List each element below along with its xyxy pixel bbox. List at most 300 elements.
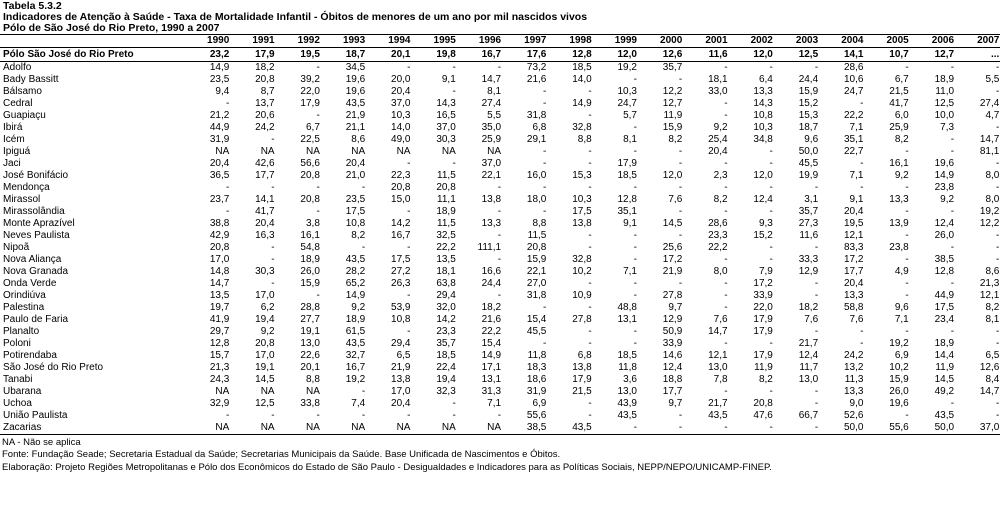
rate-cell: 15,9 bbox=[526, 254, 547, 265]
rate-cell: 19,2 bbox=[345, 374, 366, 385]
rate-cell: 11,7 bbox=[799, 362, 819, 373]
rate-cell: 29,7 bbox=[209, 326, 230, 337]
rate-cell: 3,1 bbox=[804, 194, 819, 205]
rate-cell: 12,1 bbox=[843, 230, 864, 241]
note-source: Fonte: Fundação Seade; Secretaria Estadual da Saúde; Secretarias Municipais da Saúde. Base Unificada de Nascimentos e Óbitos. bbox=[2, 449, 561, 461]
rate-cell: - bbox=[814, 398, 819, 409]
table-row bbox=[0, 134, 1000, 146]
rate-cell: 66,7 bbox=[798, 410, 819, 421]
municipality-name: Jaci bbox=[3, 158, 21, 169]
rate-cell: 12,2 bbox=[979, 218, 1000, 229]
rate-cell: 29,4 bbox=[391, 338, 411, 349]
rate-cell: 8,2 bbox=[985, 302, 1000, 313]
rate-cell: 15,9 bbox=[889, 374, 909, 385]
table-row bbox=[0, 98, 1000, 110]
rate-cell: - bbox=[814, 290, 819, 301]
rate-cell: - bbox=[724, 158, 728, 169]
rate-cell: 18,9 bbox=[345, 314, 366, 325]
rate-cell: 5,7 bbox=[623, 110, 637, 121]
rate-cell: 10,2 bbox=[572, 266, 592, 277]
rate-cell: 11,9 bbox=[663, 110, 683, 121]
rate-cell: 19,6 bbox=[345, 86, 366, 97]
rate-cell: 39,2 bbox=[300, 74, 320, 85]
table-subtitle: Pólo de São José do Rio Preto, 1990 a 2007 bbox=[3, 22, 220, 34]
rate-cell: 14,1 bbox=[819, 48, 864, 62]
rate-cell: 23,5 bbox=[345, 194, 366, 205]
rate-cell: 23,7 bbox=[209, 194, 230, 205]
rate-cell: - bbox=[724, 278, 728, 289]
total-row bbox=[0, 48, 1000, 62]
rate-cell: - bbox=[905, 62, 909, 73]
year-header-row bbox=[0, 35, 1000, 48]
rate-cell: 23,4 bbox=[934, 314, 955, 325]
rate-cell: 17,7 bbox=[255, 170, 275, 181]
table-row bbox=[0, 74, 1000, 86]
rate-cell: - bbox=[452, 158, 456, 169]
rate-cell: 18,5 bbox=[617, 170, 637, 181]
rate-cell: 43,5 bbox=[708, 410, 728, 421]
rate-cell: 9,2 bbox=[940, 194, 955, 205]
rate-cell: - bbox=[769, 62, 773, 73]
rate-cell: 25,6 bbox=[662, 242, 683, 253]
rate-cell: 35,1 bbox=[843, 134, 864, 145]
rate-cell: - bbox=[271, 242, 275, 253]
rate-cell: - bbox=[271, 254, 275, 265]
municipality-name: União Paulista bbox=[3, 410, 68, 421]
rate-cell: 20,8 bbox=[526, 242, 547, 253]
year-header: 2003 bbox=[774, 35, 819, 48]
rate-cell: 14,2 bbox=[436, 314, 456, 325]
rate-cell: - bbox=[905, 254, 909, 265]
rate-cell: 9,0 bbox=[849, 398, 864, 409]
rate-cell: 20,1 bbox=[300, 362, 320, 373]
rate-cell: - bbox=[996, 254, 1000, 265]
rate-cell: 23,8 bbox=[889, 242, 909, 253]
rate-cell: - bbox=[678, 182, 683, 193]
rate-cell: 11,6 bbox=[799, 230, 819, 241]
year-header: 1993 bbox=[321, 35, 366, 48]
rate-cell: 18,9 bbox=[300, 254, 320, 265]
rate-cell: - bbox=[814, 386, 819, 397]
rate-cell: 14,9 bbox=[934, 170, 955, 181]
rate-cell: 8,1 bbox=[487, 86, 502, 97]
rate-cell: 27,8 bbox=[662, 290, 683, 301]
municipality-name: Palestina bbox=[3, 302, 45, 313]
rate-cell: 17,0 bbox=[391, 386, 411, 397]
rate-cell: 8,2 bbox=[351, 230, 366, 241]
rate-cell: 30,3 bbox=[436, 134, 456, 145]
rate-cell: 15,2 bbox=[798, 98, 819, 109]
table-row bbox=[0, 206, 1000, 218]
rate-cell: 6,5 bbox=[985, 350, 1000, 361]
rate-cell: 32,0 bbox=[436, 302, 456, 313]
rate-cell: - bbox=[407, 62, 411, 73]
rate-cell: 4,9 bbox=[894, 266, 909, 277]
rate-cell: - bbox=[452, 398, 456, 409]
rate-cell: 49,2 bbox=[934, 386, 955, 397]
rate-cell: 13,7 bbox=[255, 98, 275, 109]
rate-cell: 16,7 bbox=[391, 230, 411, 241]
rate-cell: 18,1 bbox=[436, 266, 456, 277]
rate-cell: - bbox=[225, 410, 230, 421]
rate-cell: 43,5 bbox=[617, 410, 637, 421]
rate-cell: 8,2 bbox=[758, 374, 773, 385]
rate-cell: NA bbox=[321, 422, 366, 435]
rate-cell: 17,7 bbox=[843, 266, 864, 277]
rate-cell: 50,0 bbox=[910, 422, 955, 435]
rate-cell: - bbox=[588, 326, 592, 337]
rate-cell: - bbox=[271, 134, 275, 145]
rate-cell: 9,1 bbox=[849, 194, 864, 205]
rate-cell: 36,5 bbox=[209, 170, 230, 181]
rate-cell: 21,1 bbox=[345, 122, 366, 133]
rate-cell: 13,9 bbox=[889, 218, 909, 229]
rate-cell: - bbox=[724, 302, 728, 313]
rate-cell: 14,7 bbox=[979, 134, 1000, 145]
rate-cell: 17,9 bbox=[230, 48, 275, 62]
rate-cell: 18,7 bbox=[321, 48, 366, 62]
rate-cell: NA bbox=[305, 386, 320, 397]
rate-cell: NA bbox=[305, 146, 320, 157]
rate-cell: 11,5 bbox=[437, 218, 456, 229]
rate-cell: 21,6 bbox=[526, 74, 547, 85]
rate-cell: 28,2 bbox=[345, 266, 366, 277]
year-header: 2001 bbox=[683, 35, 728, 48]
rate-cell: 31,3 bbox=[481, 386, 502, 397]
rate-cell: - bbox=[774, 422, 819, 435]
rate-cell: 18,5 bbox=[617, 350, 637, 361]
rate-cell: 19,2 bbox=[889, 338, 909, 349]
rate-cell: 8,0 bbox=[985, 170, 1000, 181]
rate-cell: 14,9 bbox=[481, 350, 502, 361]
rate-cell: - bbox=[905, 278, 909, 289]
rate-cell: 14,0 bbox=[391, 122, 411, 133]
municipality-name: Ibirá bbox=[3, 122, 23, 133]
rate-cell: - bbox=[638, 422, 683, 435]
municipality-name: Monte Aprazível bbox=[3, 218, 75, 229]
rate-cell: NA bbox=[185, 422, 230, 435]
table-row bbox=[0, 338, 1000, 350]
rate-cell: 12,6 bbox=[638, 48, 683, 62]
rate-cell: - bbox=[407, 158, 411, 169]
rate-cell: 20,4 bbox=[843, 278, 864, 289]
rate-cell: 18,2 bbox=[481, 302, 502, 313]
rate-cell: 8,1 bbox=[623, 134, 637, 145]
rate-cell: 26,3 bbox=[391, 278, 411, 289]
rate-cell: - bbox=[996, 182, 1000, 193]
rate-cell: 14,7 bbox=[209, 278, 230, 289]
rate-cell: 38,5 bbox=[934, 254, 955, 265]
rate-cell: 19,9 bbox=[798, 170, 819, 181]
rate-cell: 2,3 bbox=[713, 170, 728, 181]
rate-cell: 17,9 bbox=[617, 158, 637, 169]
rate-cell: 42,9 bbox=[209, 230, 230, 241]
rate-cell: - bbox=[678, 230, 683, 241]
rate-cell: 8,0 bbox=[985, 194, 1000, 205]
rate-cell: 23,3 bbox=[436, 326, 456, 337]
rate-cell: 43,9 bbox=[617, 398, 637, 409]
rate-cell: 10,3 bbox=[391, 110, 411, 121]
rate-cell: 22,6 bbox=[300, 350, 320, 361]
table-row bbox=[0, 398, 1000, 410]
rate-cell: 17,5 bbox=[934, 302, 955, 313]
rate-cell: 21,9 bbox=[662, 266, 683, 277]
rate-cell: 21,7 bbox=[708, 398, 728, 409]
rate-cell: 24,2 bbox=[255, 122, 275, 133]
table-row bbox=[0, 374, 1000, 386]
rate-cell: 38,5 bbox=[502, 422, 547, 435]
rate-cell: - bbox=[361, 182, 366, 193]
rate-cell: 9,2 bbox=[713, 122, 728, 133]
rate-cell: 111,1 bbox=[477, 242, 502, 253]
municipality-name: Bady Bassitt bbox=[3, 74, 59, 85]
rate-cell: - bbox=[996, 230, 1000, 241]
rate-cell: 58,8 bbox=[843, 302, 864, 313]
municipality-name: Uchoa bbox=[3, 398, 32, 409]
rate-cell: 14,0 bbox=[572, 74, 592, 85]
rate-cell: 21,3 bbox=[979, 278, 1000, 289]
rate-cell: - bbox=[860, 158, 864, 169]
year-header: 1997 bbox=[502, 35, 547, 48]
municipality-name: Ipiguá bbox=[3, 146, 31, 157]
rate-cell: - bbox=[769, 206, 773, 217]
rate-cell: 7,6 bbox=[713, 314, 728, 325]
municipality-name: Nipoã bbox=[3, 242, 30, 253]
rate-cell: 18,5 bbox=[436, 350, 456, 361]
rate-cell: 18,3 bbox=[526, 362, 547, 373]
rate-cell: - bbox=[996, 86, 1000, 97]
rate-cell: 27,4 bbox=[481, 98, 502, 109]
rate-cell: 14,7 bbox=[708, 326, 728, 337]
rate-cell: - bbox=[769, 254, 773, 265]
rate-cell: - bbox=[996, 398, 1000, 409]
rate-cell: - bbox=[724, 110, 728, 121]
municipality-name: Tanabi bbox=[3, 374, 33, 385]
rate-cell: 21,5 bbox=[572, 386, 592, 397]
rate-cell: - bbox=[316, 290, 320, 301]
rate-cell: 20,8 bbox=[300, 170, 320, 181]
rate-cell: 12,5 bbox=[934, 98, 955, 109]
rate-cell: 12,2 bbox=[662, 86, 683, 97]
rate-cell: 20,4 bbox=[708, 146, 728, 157]
rate-cell: 29,1 bbox=[526, 134, 547, 145]
rate-cell: - bbox=[729, 422, 774, 435]
rate-cell: 32,9 bbox=[209, 398, 230, 409]
municipality-name: Poloni bbox=[3, 338, 31, 349]
table-row bbox=[0, 350, 1000, 362]
rate-cell: 20,4 bbox=[843, 206, 864, 217]
rate-cell: 48,8 bbox=[617, 302, 637, 313]
rate-cell: 13,8 bbox=[572, 218, 592, 229]
rate-cell: - bbox=[678, 206, 683, 217]
rate-cell: 5,5 bbox=[487, 110, 502, 121]
rate-cell: 12,1 bbox=[979, 290, 1000, 301]
rate-cell: - bbox=[724, 206, 728, 217]
rate-cell: 12,8 bbox=[547, 48, 592, 62]
rate-cell: 11,5 bbox=[437, 170, 456, 181]
rate-cell: 13,8 bbox=[481, 194, 502, 205]
rate-cell: 17,7 bbox=[662, 386, 683, 397]
rate-cell: 17,9 bbox=[753, 314, 773, 325]
rate-cell: 55,6 bbox=[526, 410, 547, 421]
rate-cell: 20,4 bbox=[391, 398, 411, 409]
rate-cell: 11,1 bbox=[437, 194, 456, 205]
rate-cell: NA bbox=[260, 386, 275, 397]
rate-cell: 23,8 bbox=[934, 182, 955, 193]
rate-cell: - bbox=[769, 146, 773, 157]
rate-cell: 8,8 bbox=[532, 218, 547, 229]
rate-cell: 18,9 bbox=[934, 338, 955, 349]
rate-cell: 12,0 bbox=[662, 170, 683, 181]
table-row bbox=[0, 422, 1000, 435]
rate-cell: 35,1 bbox=[617, 206, 637, 217]
rate-cell: 19,6 bbox=[934, 158, 955, 169]
rate-cell: 4,7 bbox=[985, 110, 1000, 121]
rate-cell: 24,3 bbox=[209, 374, 230, 385]
rate-cell: - bbox=[724, 290, 728, 301]
rate-cell: 27,7 bbox=[300, 314, 320, 325]
rate-cell: - bbox=[814, 62, 819, 73]
rate-cell: 83,3 bbox=[843, 242, 864, 253]
rate-cell: 8,0 bbox=[713, 266, 728, 277]
rate-cell: 61,5 bbox=[345, 326, 366, 337]
rate-cell: 15,2 bbox=[753, 230, 773, 241]
rate-cell: 17,1 bbox=[481, 362, 502, 373]
rate-cell: 33,0 bbox=[708, 86, 728, 97]
rate-cell: 13,3 bbox=[481, 218, 502, 229]
table-row bbox=[0, 386, 1000, 398]
year-header: 1991 bbox=[230, 35, 275, 48]
municipality-name: Mirassol bbox=[3, 194, 41, 205]
rate-cell: 11,3 bbox=[844, 374, 864, 385]
rate-cell: - bbox=[996, 62, 1000, 73]
rate-cell: - bbox=[497, 410, 502, 421]
municipality-name: Cedral bbox=[3, 98, 33, 109]
rate-cell: 12,7 bbox=[910, 48, 955, 62]
rate-cell: NA bbox=[351, 146, 366, 157]
rate-cell: - bbox=[950, 146, 955, 157]
rate-cell: NA bbox=[215, 146, 230, 157]
rate-cell: - bbox=[633, 338, 637, 349]
rate-cell: 17,2 bbox=[843, 254, 864, 265]
table-row bbox=[0, 326, 1000, 338]
rate-cell: 15,0 bbox=[391, 194, 411, 205]
rate-cell: 7,8 bbox=[713, 374, 728, 385]
rate-cell: 7,6 bbox=[804, 314, 819, 325]
rate-cell: 52,6 bbox=[843, 410, 864, 421]
rate-cell: - bbox=[543, 206, 547, 217]
year-header: 1994 bbox=[366, 35, 411, 48]
rate-cell: 19,2 bbox=[617, 62, 637, 73]
rate-cell: 17,0 bbox=[255, 350, 275, 361]
rate-cell: 43,5 bbox=[547, 422, 592, 435]
rate-cell: 14,5 bbox=[662, 218, 683, 229]
rate-cell: 14,1 bbox=[255, 194, 275, 205]
rate-cell: - bbox=[271, 278, 275, 289]
rate-cell: - bbox=[316, 62, 320, 73]
rate-cell: 13,5 bbox=[209, 290, 230, 301]
rate-cell: - bbox=[633, 254, 637, 265]
rate-cell: 9,2 bbox=[260, 326, 275, 337]
rate-cell: 31,8 bbox=[526, 110, 547, 121]
rate-cell: 32,7 bbox=[345, 350, 366, 361]
rate-cell: - bbox=[497, 206, 502, 217]
rate-cell: 17,5 bbox=[391, 254, 411, 265]
rate-cell: - bbox=[316, 410, 320, 421]
rate-cell: - bbox=[724, 62, 728, 73]
rate-cell: - bbox=[588, 278, 592, 289]
rate-cell: - bbox=[588, 230, 592, 241]
rate-cell: - bbox=[769, 158, 773, 169]
rate-cell: 11,9 bbox=[754, 362, 773, 373]
rate-cell: 12,9 bbox=[662, 314, 683, 325]
year-header: 1999 bbox=[593, 35, 638, 48]
rate-cell: 12,1 bbox=[708, 350, 728, 361]
rate-cell: - bbox=[678, 410, 683, 421]
rate-cell: 6,8 bbox=[532, 122, 547, 133]
rate-cell: ... bbox=[955, 48, 1000, 62]
rate-cell: - bbox=[588, 182, 592, 193]
rate-cell: 22,1 bbox=[481, 170, 502, 181]
table-row bbox=[0, 182, 1000, 194]
rate-cell: 18,2 bbox=[798, 302, 819, 313]
rate-cell: 22,4 bbox=[436, 362, 456, 373]
table-row bbox=[0, 122, 1000, 134]
rate-cell: 25,9 bbox=[481, 134, 502, 145]
rate-cell: - bbox=[678, 158, 683, 169]
header-corner bbox=[0, 35, 185, 48]
rate-cell: 22,7 bbox=[843, 146, 864, 157]
rate-cell: 47,6 bbox=[753, 410, 773, 421]
rate-cell: 13,0 bbox=[300, 338, 320, 349]
rate-cell: 8,2 bbox=[668, 134, 683, 145]
rate-cell: 26,0 bbox=[934, 230, 955, 241]
rate-cell: - bbox=[769, 182, 773, 193]
rate-cell: 37,0 bbox=[391, 98, 411, 109]
rate-cell: 22,3 bbox=[391, 170, 411, 181]
rate-cell: 14,3 bbox=[753, 98, 773, 109]
rate-cell: - bbox=[996, 122, 1000, 133]
mortality-table bbox=[0, 34, 1000, 435]
rate-cell: 27,8 bbox=[572, 314, 592, 325]
rate-cell: - bbox=[860, 98, 864, 109]
rate-cell: - bbox=[905, 230, 909, 241]
rate-cell: 31,9 bbox=[526, 386, 547, 397]
rate-cell: 33,3 bbox=[798, 254, 819, 265]
rate-cell: 13,2 bbox=[843, 362, 864, 373]
rate-cell: 13,0 bbox=[798, 374, 819, 385]
rate-cell: 14,9 bbox=[345, 290, 366, 301]
municipality-name: Adolfo bbox=[3, 62, 32, 73]
rate-cell: 6,4 bbox=[758, 74, 773, 85]
rate-cell: 24,7 bbox=[843, 86, 864, 97]
rate-cell: - bbox=[452, 410, 456, 421]
rate-cell: - bbox=[814, 182, 819, 193]
rate-cell: 50,0 bbox=[819, 422, 864, 435]
rate-cell: 41,7 bbox=[255, 206, 275, 217]
rate-cell: 32,8 bbox=[572, 254, 592, 265]
rate-cell: - bbox=[588, 410, 592, 421]
rate-cell: 8,7 bbox=[260, 86, 275, 97]
rate-cell: - bbox=[814, 326, 819, 337]
rate-cell: 32,3 bbox=[436, 386, 456, 397]
rate-cell: 20,8 bbox=[753, 398, 773, 409]
rate-cell: - bbox=[950, 326, 955, 337]
rate-cell: - bbox=[497, 254, 502, 265]
rate-cell: - bbox=[633, 74, 637, 85]
rate-cell: 13,0 bbox=[617, 386, 637, 397]
rate-cell: 9,6 bbox=[894, 302, 909, 313]
